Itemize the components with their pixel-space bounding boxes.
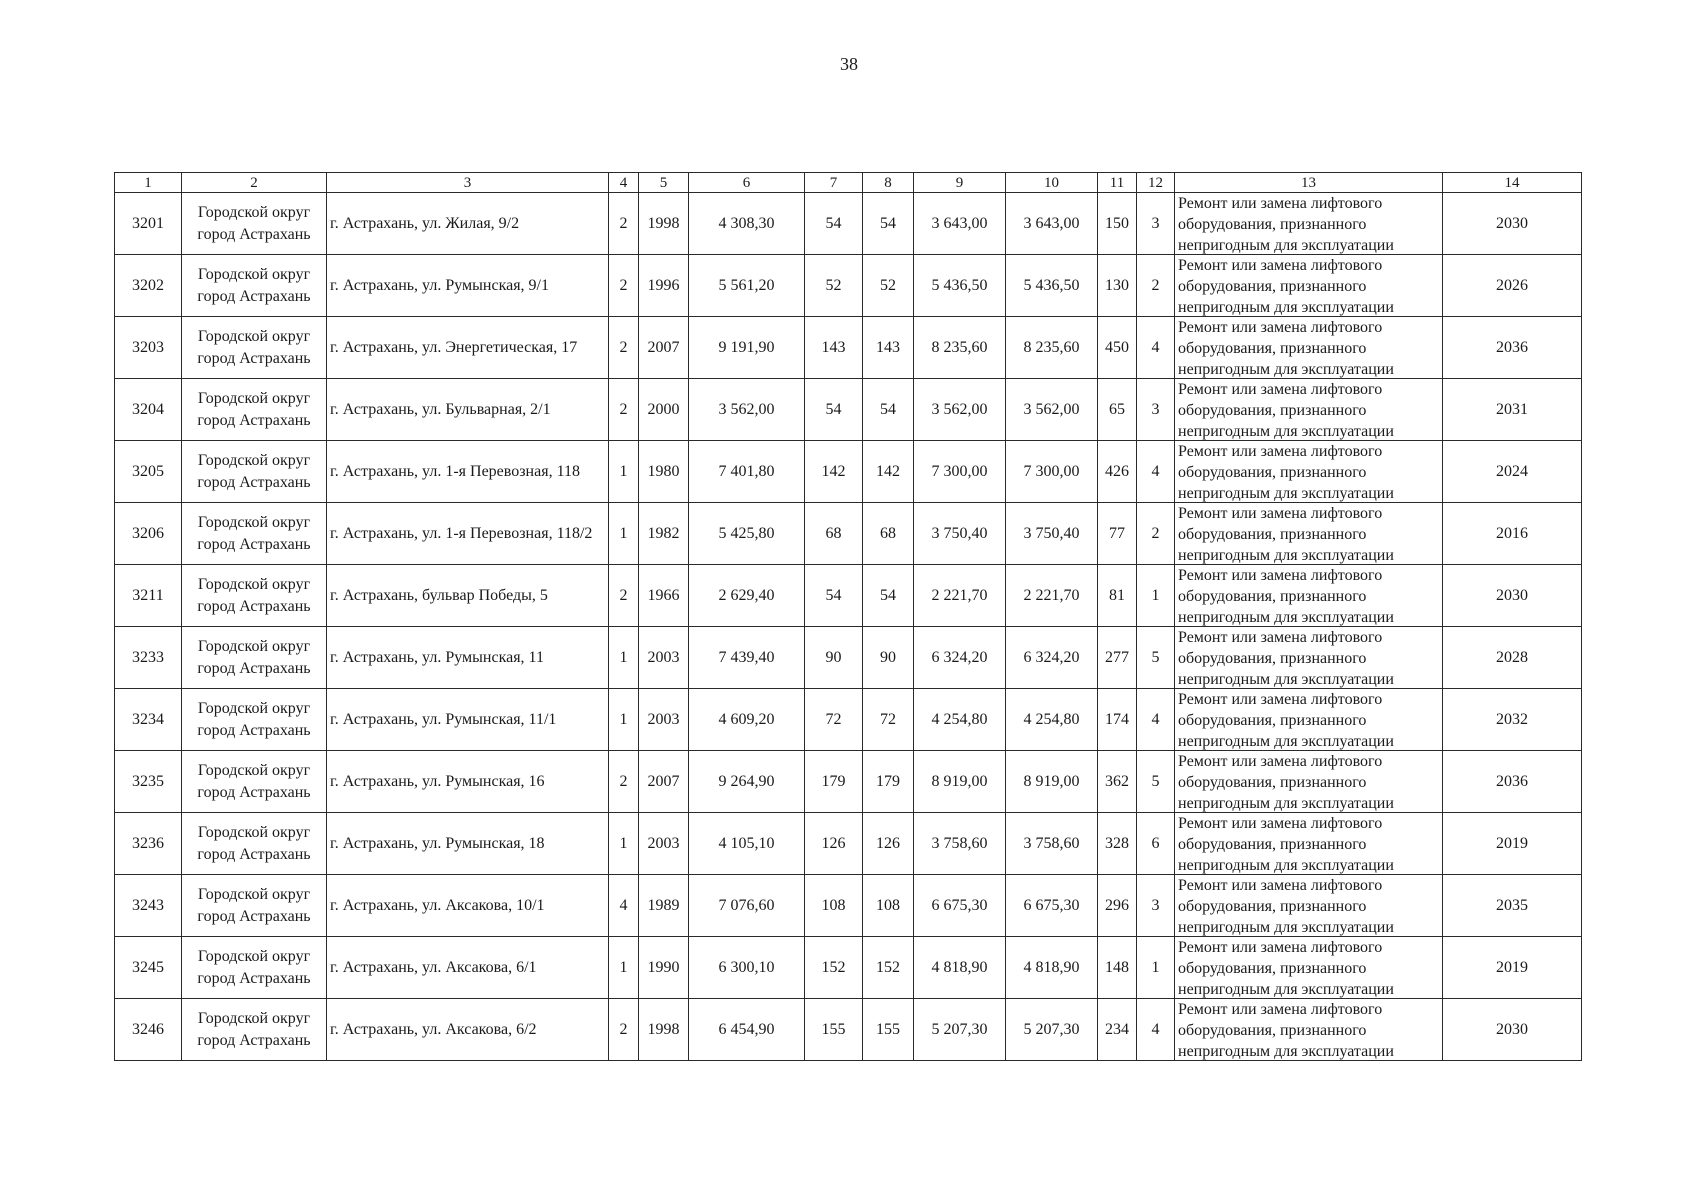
column-header-11: 11 <box>1098 173 1137 193</box>
col-12-value: 5 <box>1137 627 1175 689</box>
planned-year: 2016 <box>1443 503 1582 565</box>
col-12-value: 2 <box>1137 255 1175 317</box>
total-area: 4 609,20 <box>689 689 805 751</box>
column-header-9: 9 <box>914 173 1006 193</box>
municipality: Городской округ город Астрахань <box>182 689 327 751</box>
area-value-9: 5 207,30 <box>914 999 1006 1061</box>
total-area: 5 561,20 <box>689 255 805 317</box>
col-7-value: 90 <box>805 627 863 689</box>
col-7-value: 126 <box>805 813 863 875</box>
planned-year: 2035 <box>1443 875 1582 937</box>
address: г. Астрахань, ул. Румынская, 11/1 <box>327 689 609 751</box>
column-header-3: 3 <box>327 173 609 193</box>
column-header-2: 2 <box>182 173 327 193</box>
work-type-text: Ремонт или замена лифтового оборудования, признанного непригодным для эксплуатации <box>1178 257 1394 316</box>
floors-count: 2 <box>609 317 639 379</box>
work-type-text: Ремонт или замена лифтового оборудования, признанного непригодным для эксплуатации <box>1178 815 1394 874</box>
table-header <box>115 173 1582 193</box>
col-12-value: 1 <box>1137 937 1175 999</box>
area-value-10: 3 643,00 <box>1006 193 1098 255</box>
address: г. Астрахань, ул. Румынская, 18 <box>327 813 609 875</box>
total-area: 9 191,90 <box>689 317 805 379</box>
col-12-value: 3 <box>1137 193 1175 255</box>
col-7-value: 52 <box>805 255 863 317</box>
col-11-value: 81 <box>1098 565 1137 627</box>
area-value-10: 4 818,90 <box>1006 937 1098 999</box>
area-value-9: 6 675,30 <box>914 875 1006 937</box>
total-area: 6 454,90 <box>689 999 805 1061</box>
municipality: Городской округ город Астрахань <box>182 255 327 317</box>
table-row <box>115 379 1582 441</box>
total-area: 4 308,30 <box>689 193 805 255</box>
municipality: Городской округ город Астрахань <box>182 627 327 689</box>
address: г. Астрахань, ул. Румынская, 11 <box>327 627 609 689</box>
area-value-9: 5 436,50 <box>914 255 1006 317</box>
table-row <box>115 441 1582 503</box>
area-value-9: 4 818,90 <box>914 937 1006 999</box>
column-header-13: 13 <box>1175 173 1443 193</box>
work-type <box>1175 751 1443 813</box>
work-type <box>1175 317 1443 379</box>
area-value-10: 6 324,20 <box>1006 627 1098 689</box>
table-row <box>115 999 1582 1061</box>
work-type-text: Ремонт или замена лифтового оборудования, признанного непригодным для эксплуатации <box>1178 505 1394 564</box>
record-id: 3234 <box>115 689 182 751</box>
table-row <box>115 503 1582 565</box>
area-value-10: 5 207,30 <box>1006 999 1098 1061</box>
municipality: Городской округ город Астрахань <box>182 193 327 255</box>
address: г. Астрахань, ул. Аксакова, 6/1 <box>327 937 609 999</box>
planned-year: 2030 <box>1443 565 1582 627</box>
column-header-8: 8 <box>863 173 914 193</box>
area-value-10: 3 758,60 <box>1006 813 1098 875</box>
floors-count: 1 <box>609 937 639 999</box>
column-header-5: 5 <box>639 173 689 193</box>
build-year: 1990 <box>639 937 689 999</box>
col-11-value: 296 <box>1098 875 1137 937</box>
col-7-value: 72 <box>805 689 863 751</box>
area-value-9: 3 562,00 <box>914 379 1006 441</box>
col-8-value: 155 <box>863 999 914 1061</box>
table-row <box>115 689 1582 751</box>
planned-year: 2032 <box>1443 689 1582 751</box>
planned-year: 2026 <box>1443 255 1582 317</box>
work-type-text: Ремонт или замена лифтового оборудования, признанного непригодным для эксплуатации <box>1178 877 1394 936</box>
total-area: 3 562,00 <box>689 379 805 441</box>
col-7-value: 142 <box>805 441 863 503</box>
col-8-value: 143 <box>863 317 914 379</box>
col-12-value: 2 <box>1137 503 1175 565</box>
col-7-value: 54 <box>805 379 863 441</box>
address: г. Астрахань, ул. Энергетическая, 17 <box>327 317 609 379</box>
record-id: 3206 <box>115 503 182 565</box>
record-id: 3245 <box>115 937 182 999</box>
col-12-value: 3 <box>1137 379 1175 441</box>
build-year: 2003 <box>639 689 689 751</box>
total-area: 6 300,10 <box>689 937 805 999</box>
work-type <box>1175 689 1443 751</box>
table-row <box>115 317 1582 379</box>
floors-count: 2 <box>609 751 639 813</box>
floors-count: 1 <box>609 627 639 689</box>
municipality: Городской округ город Астрахань <box>182 937 327 999</box>
col-11-value: 362 <box>1098 751 1137 813</box>
area-value-9: 3 750,40 <box>914 503 1006 565</box>
municipality: Городской округ город Астрахань <box>182 875 327 937</box>
column-number-row <box>115 173 1582 193</box>
work-type-text: Ремонт или замена лифтового оборудования, признанного непригодным для эксплуатации <box>1178 195 1394 254</box>
build-year: 1998 <box>639 999 689 1061</box>
col-11-value: 450 <box>1098 317 1137 379</box>
column-header-1: 1 <box>115 173 182 193</box>
column-header-6: 6 <box>689 173 805 193</box>
col-12-value: 4 <box>1137 999 1175 1061</box>
planned-year: 2031 <box>1443 379 1582 441</box>
col-8-value: 152 <box>863 937 914 999</box>
col-11-value: 426 <box>1098 441 1137 503</box>
total-area: 9 264,90 <box>689 751 805 813</box>
total-area: 5 425,80 <box>689 503 805 565</box>
area-value-9: 7 300,00 <box>914 441 1006 503</box>
municipality: Городской округ город Астрахань <box>182 813 327 875</box>
floors-count: 2 <box>609 565 639 627</box>
col-8-value: 72 <box>863 689 914 751</box>
floors-count: 1 <box>609 813 639 875</box>
area-value-9: 8 235,60 <box>914 317 1006 379</box>
col-12-value: 4 <box>1137 317 1175 379</box>
total-area: 2 629,40 <box>689 565 805 627</box>
area-value-10: 2 221,70 <box>1006 565 1098 627</box>
column-header-12: 12 <box>1137 173 1175 193</box>
col-8-value: 54 <box>863 379 914 441</box>
column-header-10: 10 <box>1006 173 1098 193</box>
col-8-value: 126 <box>863 813 914 875</box>
build-year: 1982 <box>639 503 689 565</box>
col-11-value: 328 <box>1098 813 1137 875</box>
work-type-text: Ремонт или замена лифтового оборудования, признанного непригодным для эксплуатации <box>1178 381 1394 440</box>
table-row <box>115 875 1582 937</box>
record-id: 3201 <box>115 193 182 255</box>
col-12-value: 4 <box>1137 689 1175 751</box>
area-value-9: 4 254,80 <box>914 689 1006 751</box>
planned-year: 2030 <box>1443 999 1582 1061</box>
total-area: 4 105,10 <box>689 813 805 875</box>
col-7-value: 155 <box>805 999 863 1061</box>
col-12-value: 6 <box>1137 813 1175 875</box>
col-8-value: 90 <box>863 627 914 689</box>
col-8-value: 52 <box>863 255 914 317</box>
planned-year: 2030 <box>1443 193 1582 255</box>
total-area: 7 076,60 <box>689 875 805 937</box>
work-type <box>1175 627 1443 689</box>
area-value-10: 4 254,80 <box>1006 689 1098 751</box>
floors-count: 1 <box>609 441 639 503</box>
floors-count: 1 <box>609 503 639 565</box>
build-year: 2003 <box>639 813 689 875</box>
record-id: 3211 <box>115 565 182 627</box>
record-id: 3233 <box>115 627 182 689</box>
work-type-text: Ремонт или замена лифтового оборудования, признанного непригодным для эксплуатации <box>1178 319 1394 378</box>
col-11-value: 234 <box>1098 999 1137 1061</box>
table-row <box>115 751 1582 813</box>
area-value-9: 3 643,00 <box>914 193 1006 255</box>
work-type-text: Ремонт или замена лифтового оборудования, признанного непригодным для эксплуатации <box>1178 939 1394 998</box>
address: г. Астрахань, ул. Аксакова, 10/1 <box>327 875 609 937</box>
total-area: 7 439,40 <box>689 627 805 689</box>
col-11-value: 130 <box>1098 255 1137 317</box>
work-type <box>1175 937 1443 999</box>
table-row <box>115 937 1582 999</box>
total-area: 7 401,80 <box>689 441 805 503</box>
area-value-9: 2 221,70 <box>914 565 1006 627</box>
column-header-4: 4 <box>609 173 639 193</box>
col-11-value: 65 <box>1098 379 1137 441</box>
col-7-value: 54 <box>805 565 863 627</box>
col-11-value: 77 <box>1098 503 1137 565</box>
work-type <box>1175 503 1443 565</box>
build-year: 2000 <box>639 379 689 441</box>
address: г. Астрахань, бульвар Победы, 5 <box>327 565 609 627</box>
col-8-value: 54 <box>863 193 914 255</box>
planned-year: 2036 <box>1443 317 1582 379</box>
col-7-value: 54 <box>805 193 863 255</box>
col-7-value: 143 <box>805 317 863 379</box>
table-row <box>115 813 1582 875</box>
address: г. Астрахань, ул. Румынская, 9/1 <box>327 255 609 317</box>
housing-register-table <box>114 172 1582 1061</box>
record-id: 3243 <box>115 875 182 937</box>
area-value-9: 6 324,20 <box>914 627 1006 689</box>
floors-count: 2 <box>609 255 639 317</box>
area-value-10: 6 675,30 <box>1006 875 1098 937</box>
build-year: 1989 <box>639 875 689 937</box>
work-type-text: Ремонт или замена лифтового оборудования, признанного непригодным для эксплуатации <box>1178 629 1394 688</box>
floors-count: 2 <box>609 999 639 1061</box>
work-type-text: Ремонт или замена лифтового оборудования, признанного непригодным для эксплуатации <box>1178 567 1394 626</box>
build-year: 2007 <box>639 751 689 813</box>
planned-year: 2019 <box>1443 813 1582 875</box>
area-value-10: 5 436,50 <box>1006 255 1098 317</box>
municipality: Городской округ город Астрахань <box>182 565 327 627</box>
column-header-7: 7 <box>805 173 863 193</box>
col-8-value: 68 <box>863 503 914 565</box>
table-row <box>115 255 1582 317</box>
col-11-value: 150 <box>1098 193 1137 255</box>
work-type-text: Ремонт или замена лифтового оборудования, признанного непригодным для эксплуатации <box>1178 443 1394 502</box>
area-value-10: 3 750,40 <box>1006 503 1098 565</box>
col-8-value: 54 <box>863 565 914 627</box>
build-year: 2007 <box>639 317 689 379</box>
col-12-value: 3 <box>1137 875 1175 937</box>
col-7-value: 179 <box>805 751 863 813</box>
work-type <box>1175 379 1443 441</box>
build-year: 1966 <box>639 565 689 627</box>
record-id: 3202 <box>115 255 182 317</box>
municipality: Городской округ город Астрахань <box>182 379 327 441</box>
col-7-value: 68 <box>805 503 863 565</box>
work-type <box>1175 999 1443 1061</box>
col-11-value: 148 <box>1098 937 1137 999</box>
floors-count: 1 <box>609 689 639 751</box>
floors-count: 2 <box>609 379 639 441</box>
work-type <box>1175 565 1443 627</box>
area-value-9: 8 919,00 <box>914 751 1006 813</box>
work-type-text: Ремонт или замена лифтового оборудования, признанного непригодным для эксплуатации <box>1178 1001 1394 1060</box>
record-id: 3236 <box>115 813 182 875</box>
municipality: Городской округ город Астрахань <box>182 317 327 379</box>
col-7-value: 152 <box>805 937 863 999</box>
municipality: Городской округ город Астрахань <box>182 751 327 813</box>
build-year: 1998 <box>639 193 689 255</box>
planned-year: 2024 <box>1443 441 1582 503</box>
address: г. Астрахань, ул. 1-я Перевозная, 118 <box>327 441 609 503</box>
work-type <box>1175 255 1443 317</box>
address: г. Астрахань, ул. Румынская, 16 <box>327 751 609 813</box>
address: г. Астрахань, ул. Жилая, 9/2 <box>327 193 609 255</box>
municipality: Городской округ город Астрахань <box>182 441 327 503</box>
area-value-10: 3 562,00 <box>1006 379 1098 441</box>
work-type-text: Ремонт или замена лифтового оборудования, признанного непригодным для эксплуатации <box>1178 753 1394 812</box>
address: г. Астрахань, ул. Аксакова, 6/2 <box>327 999 609 1061</box>
col-8-value: 142 <box>863 441 914 503</box>
col-11-value: 277 <box>1098 627 1137 689</box>
planned-year: 2036 <box>1443 751 1582 813</box>
record-id: 3204 <box>115 379 182 441</box>
build-year: 2003 <box>639 627 689 689</box>
table-row <box>115 627 1582 689</box>
build-year: 1996 <box>639 255 689 317</box>
col-12-value: 5 <box>1137 751 1175 813</box>
record-id: 3246 <box>115 999 182 1061</box>
planned-year: 2019 <box>1443 937 1582 999</box>
record-id: 3235 <box>115 751 182 813</box>
work-type-text: Ремонт или замена лифтового оборудования, признанного непригодным для эксплуатации <box>1178 691 1394 750</box>
work-type <box>1175 193 1443 255</box>
municipality: Городской округ город Астрахань <box>182 503 327 565</box>
area-value-9: 3 758,60 <box>914 813 1006 875</box>
col-8-value: 179 <box>863 751 914 813</box>
area-value-10: 8 235,60 <box>1006 317 1098 379</box>
area-value-10: 8 919,00 <box>1006 751 1098 813</box>
planned-year: 2028 <box>1443 627 1582 689</box>
municipality: Городской округ город Астрахань <box>182 999 327 1061</box>
page-number: 38 <box>840 54 858 74</box>
record-id: 3203 <box>115 317 182 379</box>
col-12-value: 4 <box>1137 441 1175 503</box>
column-header-14: 14 <box>1443 173 1582 193</box>
table-row <box>115 565 1582 627</box>
col-12-value: 1 <box>1137 565 1175 627</box>
floors-count: 2 <box>609 193 639 255</box>
record-id: 3205 <box>115 441 182 503</box>
floors-count: 4 <box>609 875 639 937</box>
work-type <box>1175 813 1443 875</box>
address: г. Астрахань, ул. 1-я Перевозная, 118/2 <box>327 503 609 565</box>
work-type <box>1175 441 1443 503</box>
table-row <box>115 193 1582 255</box>
area-value-10: 7 300,00 <box>1006 441 1098 503</box>
col-8-value: 108 <box>863 875 914 937</box>
build-year: 1980 <box>639 441 689 503</box>
address: г. Астрахань, ул. Бульварная, 2/1 <box>327 379 609 441</box>
table-body <box>115 193 1582 1061</box>
work-type <box>1175 875 1443 937</box>
col-7-value: 108 <box>805 875 863 937</box>
col-11-value: 174 <box>1098 689 1137 751</box>
